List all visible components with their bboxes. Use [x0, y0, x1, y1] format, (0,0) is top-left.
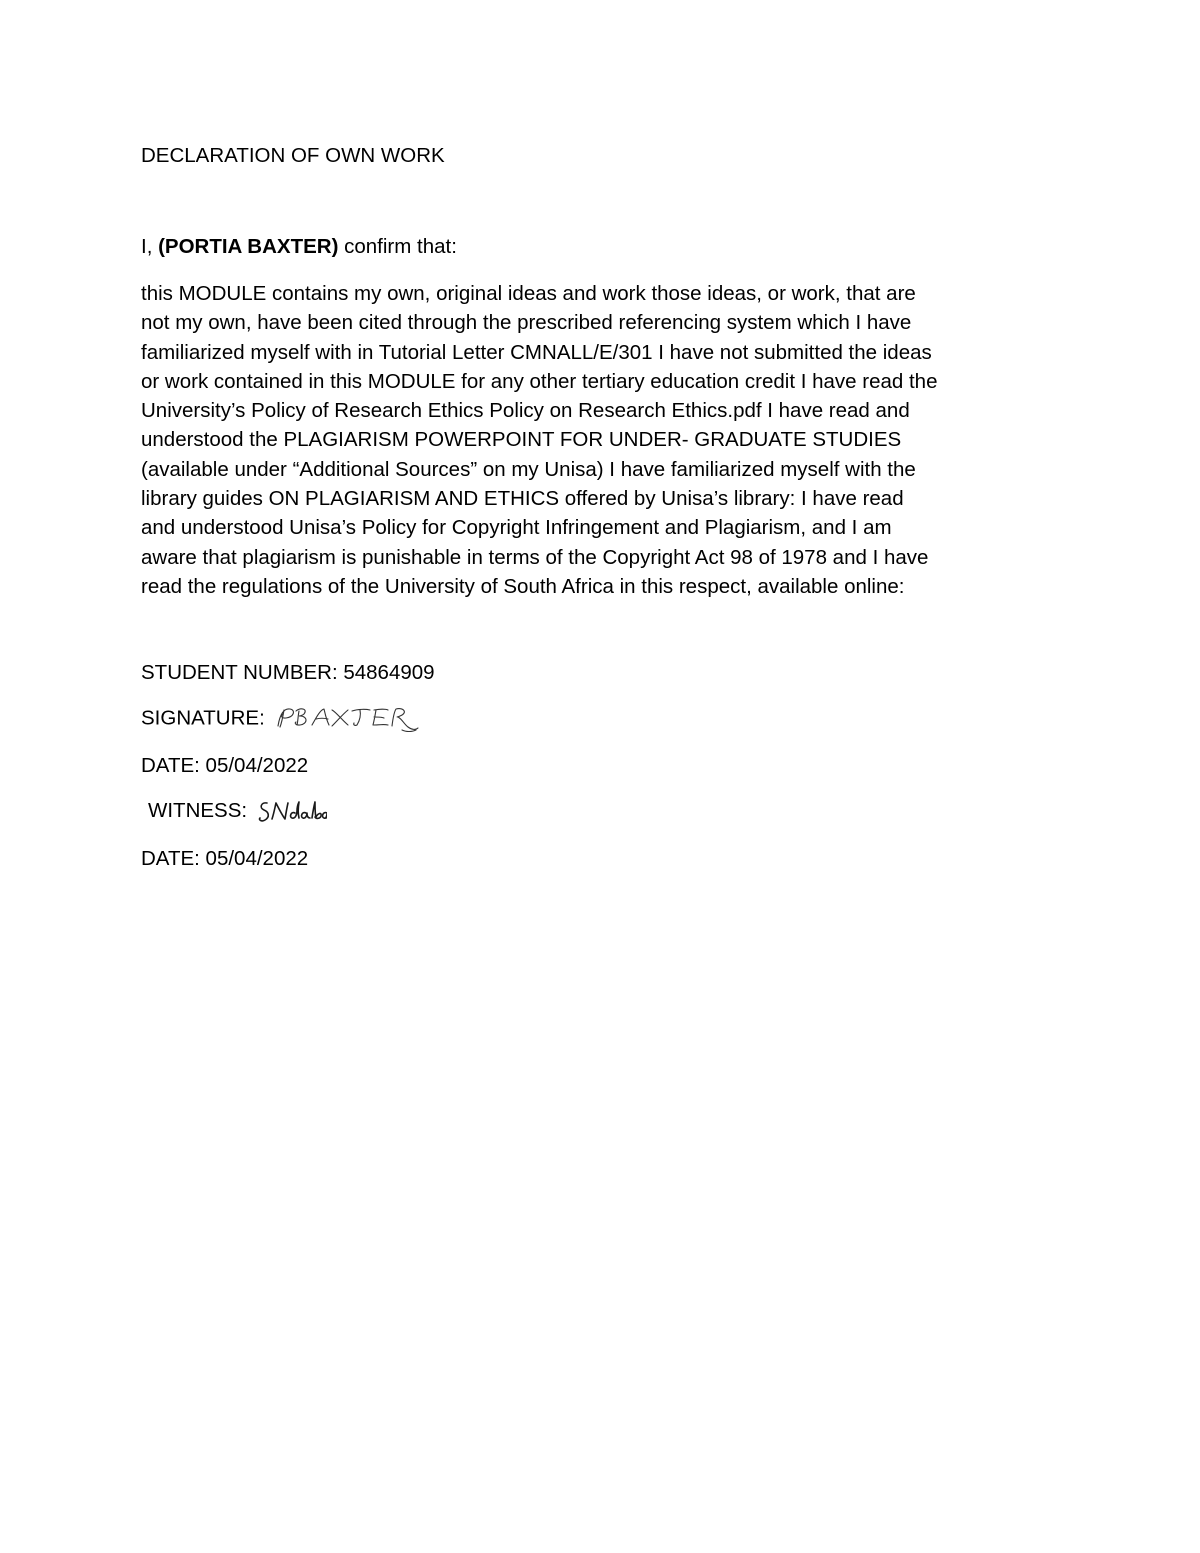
body-line: this MODULE contains my own, original ideas and work those ideas, or work, that are [141, 282, 916, 305]
body-line: or work contained in this MODULE for any other tertiary education credit I have read the [141, 369, 938, 393]
student-signature-graphic [274, 704, 420, 734]
date-field: DATE: 05/04/2022 [141, 847, 309, 870]
student-number: STUDENT NUMBER: 54864909 [141, 661, 435, 684]
student-signature-image [274, 704, 420, 734]
body-line: (available under “Additional Sources” on my Unisa) I have familiarized myself with the [141, 457, 916, 481]
intro-prefix: I, [141, 235, 159, 258]
document-title: DECLARATION OF OWN WORK [141, 144, 445, 167]
body-line: and understood Unisa’s Policy for Copyright Infringement and Plagiarism, and I am [141, 516, 892, 540]
body-line: University’s Policy of Research Ethics Policy on Research Ethics.pdf I have read and [141, 399, 910, 423]
intro-suffix: confirm that: [338, 235, 457, 258]
witness-field [148, 798, 327, 825]
signature-label: SIGNATURE: [141, 706, 271, 730]
body-line: library guides ON PLAGIARISM AND ETHICS offered by Unisa’s library: I have read [141, 487, 904, 511]
declaration-body [141, 279, 1071, 601]
body-line: not my own, have been cited through the prescribed referencing system which I have [141, 311, 912, 335]
declaration-intro [141, 234, 457, 260]
body-line: familiarized myself with in Tutorial Letter CMNALL/E/301 I have not submitted the ideas [141, 340, 932, 364]
body-line: read the regulations of the University of South Africa in this respect, available online: [141, 574, 905, 598]
date-field: DATE: 05/04/2022 [141, 754, 309, 777]
declarant-name: (PORTIA BAXTER) [158, 235, 339, 258]
signature-field [141, 704, 420, 734]
body-line: aware that plagiarism is punishable in terms of the Copyright Act 98 of 1978 and I have [141, 545, 929, 569]
witness-label: WITNESS: [148, 799, 253, 822]
body-line: understood the PLAGIARISM POWERPOINT FOR UNDER- GRADUATE STUDIES [141, 428, 902, 452]
witness-signature-image [257, 799, 327, 825]
witness-signature-graphic [257, 799, 327, 825]
